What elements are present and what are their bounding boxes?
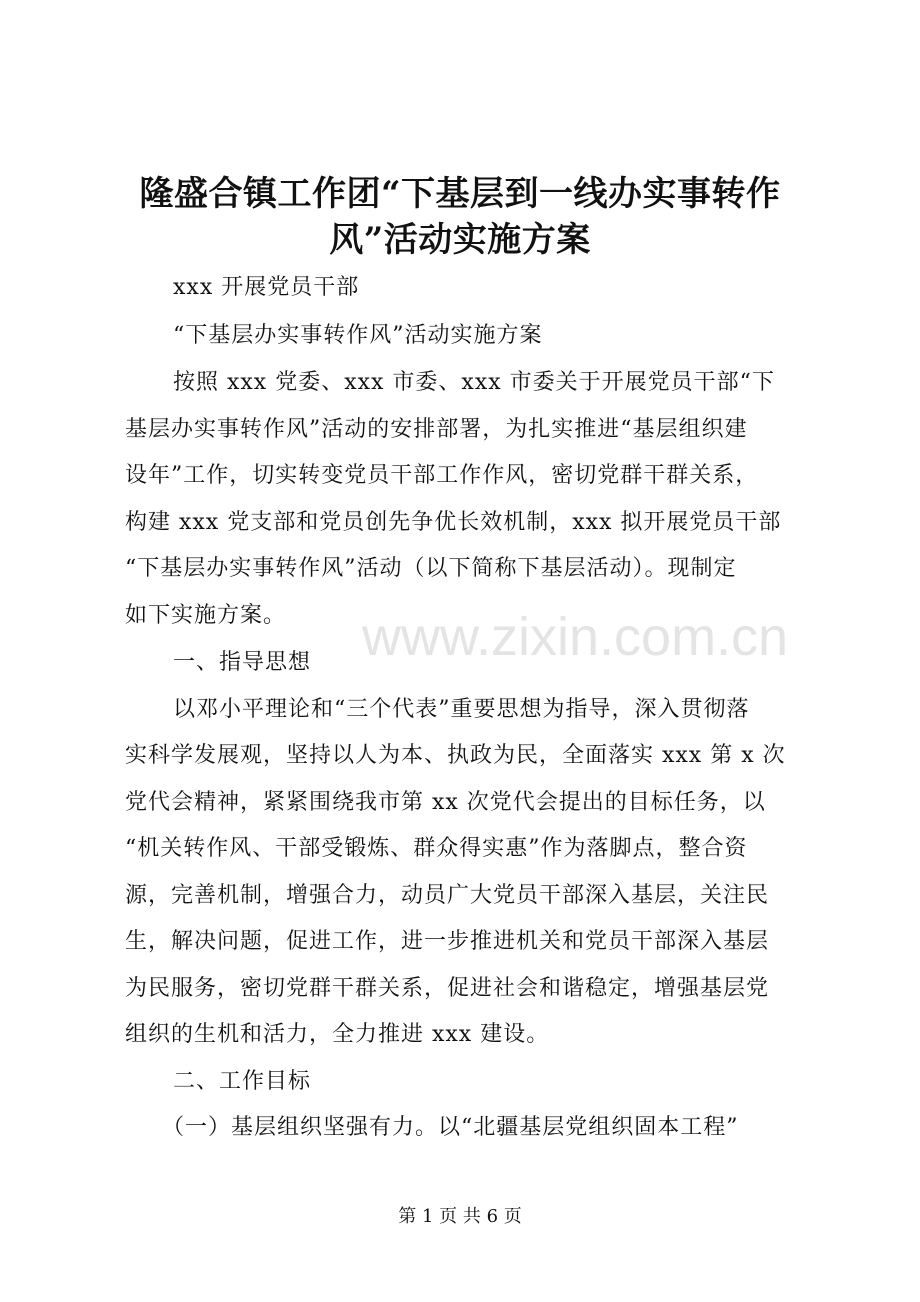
- page-footer: 第 1 页 共 6 页: [398, 1206, 522, 1227]
- document-title-line-2: 风”活动实施方案: [329, 220, 591, 260]
- document-title-line-1: 隆盛合镇工作团“下基层到一线办实事转作: [139, 174, 781, 214]
- watermark: www.zixin.com.cn: [362, 607, 789, 667]
